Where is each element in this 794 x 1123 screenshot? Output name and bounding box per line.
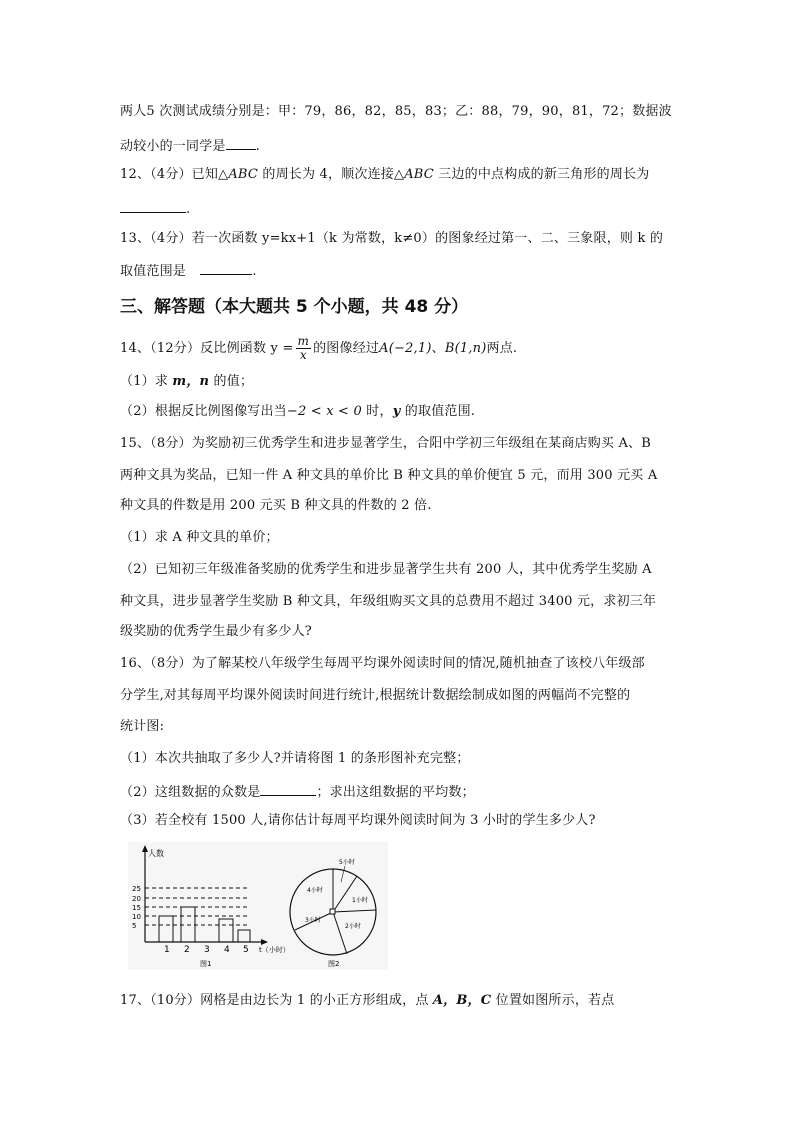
pie-label: 5小时 bbox=[339, 859, 355, 866]
section-title: 三、解答题（本大题共 5 个小题，共 48 分） bbox=[120, 297, 469, 317]
x-tick-label: 3 bbox=[204, 945, 210, 955]
text-segment: （1）求 bbox=[120, 374, 173, 389]
fraction-denominator: x bbox=[299, 348, 307, 362]
text-segment: 时， bbox=[361, 404, 393, 419]
pie-divider bbox=[333, 876, 357, 912]
fraction bbox=[296, 335, 312, 362]
y-tick-label: 15 bbox=[132, 904, 141, 912]
text-segment: 动较小的一同学是 bbox=[120, 139, 226, 154]
text-line: （1）求 A 种文具的单价； bbox=[120, 530, 279, 545]
text-segment: 的周长为 4，顺次连接△ bbox=[258, 167, 405, 182]
text-segment: （2）这组数据的众数是 bbox=[120, 785, 261, 800]
pie-label: 1小时 bbox=[352, 897, 368, 904]
pie-leader-line bbox=[341, 866, 345, 882]
question-14 bbox=[120, 335, 517, 362]
text-segment: . bbox=[255, 139, 260, 154]
math-text: y bbox=[392, 404, 401, 419]
question-15: 15、（8分）为奖励初三优秀学生和进步显著学生，合阳中学初三年级组在某商店购买 A、B bbox=[120, 436, 651, 451]
text-line: 两人5 次测试成绩分别是：甲：79，86，82，85，83；乙：88，79，90，81，72；数据波 bbox=[120, 104, 672, 119]
text-segment: 、 bbox=[431, 341, 445, 356]
text-line bbox=[120, 781, 475, 802]
math-text: ABC bbox=[228, 167, 259, 182]
pie-divider bbox=[333, 910, 376, 912]
point-a: A(−2,1) bbox=[379, 341, 432, 356]
text-segment: 17、（10分）网格是由边长为 1 的小正方形组成，点 bbox=[120, 993, 433, 1008]
y-tick-label: 10 bbox=[132, 913, 141, 921]
pie-divider bbox=[333, 912, 347, 954]
text-line bbox=[120, 403, 475, 421]
text-line bbox=[120, 135, 260, 156]
question-12 bbox=[120, 166, 649, 184]
y-tick-label: 20 bbox=[132, 895, 141, 903]
text-segment: 的取值范围. bbox=[400, 404, 476, 419]
text-segment: 两点. bbox=[486, 341, 518, 356]
text-line: （1）本次共抽取了多少人?并请将图 1 的条形图补充完整； bbox=[120, 751, 470, 766]
figure-caption: 图2 bbox=[328, 960, 340, 968]
y-axis-label: 人数 bbox=[148, 849, 164, 858]
answer-blank[interactable] bbox=[200, 260, 252, 275]
text-line: 分学生,对其每周平均课外阅读时间进行统计,根据统计数据绘制成如图的两幅尚不完整的 bbox=[120, 688, 631, 703]
text-segment: （2）根据反比例图像写出当 bbox=[120, 404, 287, 419]
text-segment: 三边的中点构成的新三角形的周长为 bbox=[433, 167, 650, 182]
text-line: 统计图: bbox=[120, 719, 165, 734]
text-segment: 的图像经过 bbox=[313, 341, 380, 356]
text-line: 种文具的件数是用 200 元买 B 种文具的件数的 2 倍. bbox=[120, 498, 432, 513]
x-tick-label: 2 bbox=[184, 945, 190, 955]
x-tick-label: 4 bbox=[224, 945, 230, 955]
x-axis-label: t（小时） bbox=[259, 946, 290, 954]
text-segment: . bbox=[186, 202, 191, 217]
question-16: 16、（8分）为了解某校八年级学生每周平均课外阅读时间的情况,随机抽查了该校八年级部 bbox=[120, 656, 645, 671]
x-tick-label: 1 bbox=[164, 945, 170, 955]
text-line bbox=[120, 198, 190, 219]
text-line: 级奖励的优秀学生最少有多少人? bbox=[120, 624, 312, 639]
text-segment: 位置如图所示，若点 bbox=[491, 993, 615, 1008]
math-text: ABC bbox=[404, 167, 434, 182]
answer-blank[interactable] bbox=[226, 135, 256, 150]
answer-blank[interactable] bbox=[120, 198, 186, 213]
text-segment: ；求出这组数据的平均数； bbox=[316, 785, 475, 800]
text-line bbox=[120, 260, 257, 281]
answer-blank[interactable] bbox=[260, 781, 316, 796]
pie-label: 4小时 bbox=[307, 887, 323, 894]
inequality: −2 < x < 0 bbox=[286, 404, 362, 419]
pie-label: 2小时 bbox=[345, 923, 361, 930]
text-line: 种文具，进步显著学生奖励 B 种文具，年级组购买文具的总费用不超过 3400 元，求初三年 bbox=[120, 594, 657, 609]
text-segment: 14、（12分）反比例函数 y = bbox=[120, 341, 294, 356]
pie-label: 3小时 bbox=[305, 917, 321, 924]
y-tick-label: 5 bbox=[132, 922, 137, 930]
text-line: （2）已知初三年级准备奖励的优秀学生和进步显著学生共有 200 人，其中优秀学生奖励 A bbox=[120, 562, 652, 577]
question-13: 13、（4分）若一次函数 y=kx+1（k 为常数，k≠0）的图象经过第一、二、三象限，则 k 的 bbox=[120, 231, 664, 246]
text-line bbox=[120, 373, 253, 391]
point-b: B(1,n) bbox=[444, 341, 487, 356]
x-tick-label: 5 bbox=[243, 945, 249, 955]
figure-caption: 图1 bbox=[200, 960, 212, 968]
text-segment: 的值； bbox=[209, 374, 254, 389]
question-17 bbox=[120, 992, 614, 1010]
pie-center-marker bbox=[330, 909, 335, 914]
text-segment: 12、（4分）已知△ bbox=[120, 167, 229, 182]
figure-2-pie-chart bbox=[283, 840, 383, 970]
fraction-numerator: m bbox=[297, 334, 310, 348]
text-segment: . bbox=[252, 264, 257, 279]
math-text: A，B，C bbox=[432, 993, 492, 1008]
y-tick-label: 25 bbox=[132, 885, 141, 893]
text-line: 两种文具为奖品，已知一件 A 种文具的单价比 B 种文具的单价便宜 5 元，而用 300 元买 A bbox=[120, 468, 658, 483]
text-line: （3）若全校有 1500 人,请你估计每周平均课外阅读时间为 3 小时的学生多少人? bbox=[120, 813, 596, 828]
text-segment: 取值范围是 bbox=[120, 264, 187, 279]
math-text: m，n bbox=[172, 374, 210, 389]
